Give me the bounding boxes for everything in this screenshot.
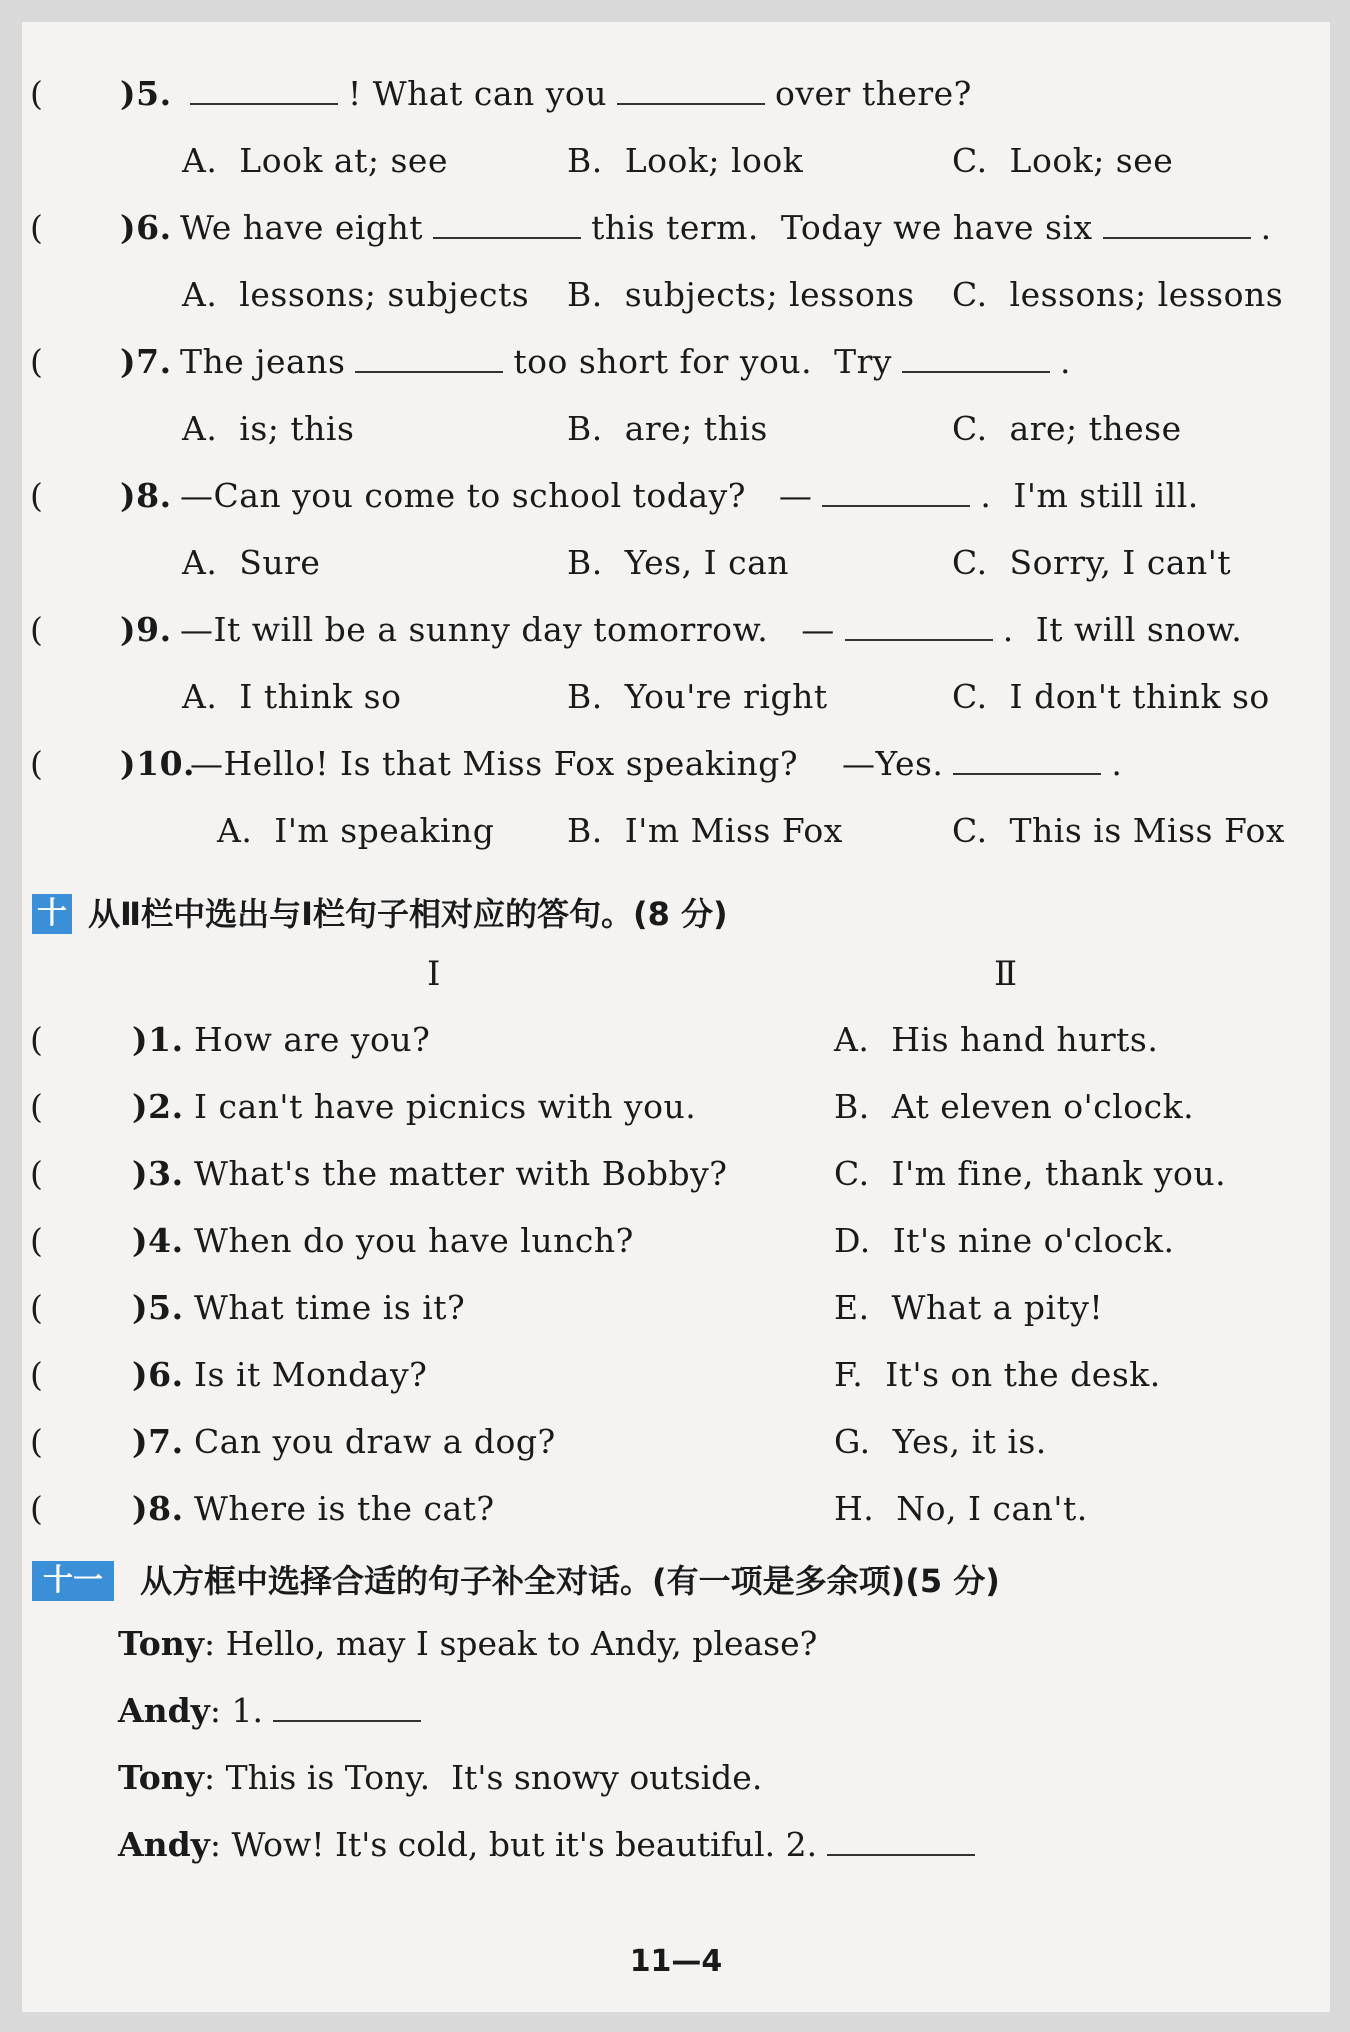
option-a: A. Sure (182, 543, 321, 582)
stem-text: . (1060, 342, 1071, 381)
question-text: I can't have picnics with you. (194, 1087, 697, 1126)
answer-bracket[interactable]: ( (30, 1087, 44, 1126)
dialogue-line: Andy: 1. (118, 1689, 431, 1733)
answer-choice: F. It's on the desk. (834, 1355, 1161, 1394)
option-b: B. subjects; lessons (567, 275, 915, 314)
options-row (22, 273, 1330, 333)
section-10-badge: 十 (32, 894, 72, 934)
option-c: C. lessons; lessons (952, 275, 1284, 314)
stem-text: —It will be a sunny day tomorrow. — (180, 610, 835, 649)
question-number: )10. (120, 744, 196, 783)
answer-bracket[interactable]: ( (30, 1020, 44, 1059)
question-row (22, 206, 1330, 266)
question-stem (190, 742, 1122, 786)
matching-row (22, 1085, 1330, 1145)
question-number: )8. (132, 1489, 184, 1528)
answer-blank[interactable] (827, 1824, 975, 1856)
question-row (22, 474, 1330, 534)
section-11-badge: 十一 (32, 1561, 114, 1601)
stem-text: too short for you. Try (513, 342, 892, 381)
stem-text: over there? (775, 74, 972, 113)
option-b: B. are; this (567, 409, 768, 448)
matching-row (22, 1286, 1330, 1346)
stem-text: The jeans (180, 342, 346, 381)
option-c: C. Sorry, I can't (952, 543, 1232, 582)
answer-choice: C. I'm fine, thank you. (834, 1154, 1227, 1193)
question-text: How are you? (194, 1020, 431, 1059)
stem-text: We have eight (180, 208, 424, 247)
speaker-name: Tony (118, 1758, 204, 1797)
answer-bracket[interactable]: ( (30, 208, 44, 247)
question-stem (180, 340, 1071, 384)
answer-choice: G. Yes, it is. (834, 1422, 1047, 1461)
answer-bracket[interactable]: ( (30, 342, 44, 381)
answer-choice: E. What a pity! (834, 1288, 1104, 1327)
answer-blank[interactable] (355, 341, 503, 373)
speaker-name: Andy (118, 1691, 210, 1730)
stem-text: . I'm still ill. (980, 476, 1199, 515)
question-row (22, 340, 1330, 400)
stem-text: this term. Today we have six (591, 208, 1093, 247)
section-11-title: 从方框中选择合适的句子补全对话。(有一项是多余项)(5 分) (140, 1562, 1000, 1600)
question-text: What's the matter with Bobby? (194, 1154, 728, 1193)
dialogue-text: This is Tony. It's snowy outside. (225, 1758, 763, 1797)
question-number: )5. (132, 1288, 184, 1327)
answer-bracket[interactable]: ( (30, 1288, 44, 1327)
option-c: C. This is Miss Fox (952, 811, 1286, 850)
answer-bracket[interactable]: ( (30, 1489, 44, 1528)
matching-row (22, 1420, 1330, 1480)
speaker-name: Andy (118, 1825, 210, 1864)
question-row (22, 608, 1330, 668)
answer-blank[interactable] (273, 1690, 421, 1722)
question-text: Is it Monday? (194, 1355, 428, 1394)
question-text: Can you draw a dog? (194, 1422, 556, 1461)
question-number: )7. (132, 1422, 184, 1461)
question-number: )5. (120, 74, 172, 113)
stem-text: —Can you come to school today? — (180, 476, 813, 515)
stem-text: . It will snow. (1002, 610, 1243, 649)
option-c: C. Look; see (952, 141, 1174, 180)
question-number: )4. (132, 1221, 184, 1260)
answer-bracket[interactable]: ( (30, 744, 44, 783)
dialogue-line: Tony: This is Tony. It's snowy outside. (118, 1758, 763, 1797)
options-row (22, 541, 1330, 601)
option-a: A. lessons; subjects (182, 275, 530, 314)
answer-bracket[interactable]: ( (30, 476, 44, 515)
section-11-header (32, 1557, 1232, 1605)
question-number: )1. (132, 1020, 184, 1059)
page-number: 11—4 (629, 1944, 723, 1979)
options-row (22, 139, 1330, 199)
question-number: )9. (120, 610, 172, 649)
question-row (22, 72, 1330, 132)
worksheet-page (22, 22, 1330, 2012)
question-number: )7. (120, 342, 172, 381)
answer-bracket[interactable]: ( (30, 610, 44, 649)
answer-blank[interactable] (433, 207, 581, 239)
matching-row (22, 1018, 1330, 1078)
dialogue-line: Tony: Hello, may I speak to Andy, please? (118, 1624, 818, 1663)
stem-text: . (1260, 208, 1272, 247)
question-text: What time is it? (194, 1288, 466, 1327)
answer-bracket[interactable]: ( (30, 1422, 44, 1461)
dialogue-text: 1. (231, 1691, 263, 1730)
question-stem (180, 474, 1199, 518)
question-number: )2. (132, 1087, 184, 1126)
section-10-title: 从Ⅱ栏中选出与Ⅰ栏句子相对应的答句。(8 分) (88, 895, 728, 933)
answer-blank[interactable] (845, 609, 993, 641)
answer-blank[interactable] (190, 73, 338, 105)
answer-bracket[interactable]: ( (30, 1355, 44, 1394)
option-a: A. I think so (182, 677, 402, 716)
answer-bracket[interactable]: ( (30, 1154, 44, 1193)
answer-choice: H. No, I can't. (834, 1489, 1088, 1528)
question-number: )8. (120, 476, 172, 515)
answer-blank[interactable] (902, 341, 1050, 373)
stem-text: . (1111, 744, 1123, 783)
option-b: B. I'm Miss Fox (567, 811, 843, 850)
column-1-heading: Ⅰ (427, 954, 441, 994)
column-2-heading: Ⅱ (994, 954, 1018, 994)
option-c: C. I don't think so (952, 677, 1270, 716)
options-row (22, 809, 1330, 869)
matching-row (22, 1219, 1330, 1279)
option-b: B. You're right (567, 677, 828, 716)
question-stem (180, 72, 972, 116)
answer-blank[interactable] (822, 475, 970, 507)
option-b: B. Yes, I can (567, 543, 790, 582)
answer-choice: A. His hand hurts. (834, 1020, 1159, 1059)
question-stem (180, 206, 1272, 250)
answer-bracket[interactable]: ( (30, 74, 44, 113)
option-a: A. is; this (182, 409, 355, 448)
stem-text: ! What can you (348, 74, 608, 113)
dialogue-line: Andy: Wow! It's cold, but it's beautiful. 2. (118, 1823, 985, 1867)
options-row (22, 675, 1330, 735)
dialogue-text: Hello, may I speak to Andy, please? (225, 1624, 818, 1663)
question-stem (180, 608, 1242, 652)
matching-row (22, 1152, 1330, 1212)
matching-row (22, 1487, 1330, 1547)
matching-row (22, 1353, 1330, 1413)
answer-choice: D. It's nine o'clock. (834, 1221, 1175, 1260)
section-10-header (32, 890, 1132, 938)
option-a: A. Look at; see (182, 141, 448, 180)
speaker-name: Tony (118, 1624, 204, 1663)
question-text: Where is the cat? (194, 1489, 495, 1528)
answer-blank[interactable] (617, 73, 765, 105)
answer-blank[interactable] (953, 743, 1101, 775)
question-number: )6. (120, 208, 172, 247)
stem-text: —Hello! Is that Miss Fox speaking? —Yes. (190, 744, 944, 783)
option-b: B. Look; look (567, 141, 804, 180)
answer-choice: B. At eleven o'clock. (834, 1087, 1195, 1126)
question-row (22, 742, 1330, 802)
option-a: A. I'm speaking (217, 811, 495, 850)
answer-blank[interactable] (1103, 207, 1251, 239)
question-number: )3. (132, 1154, 184, 1193)
answer-bracket[interactable]: ( (30, 1221, 44, 1260)
dialogue-text: Wow! It's cold, but it's beautiful. 2. (231, 1825, 818, 1864)
options-row (22, 407, 1330, 467)
question-text: When do you have lunch? (194, 1221, 634, 1260)
question-number: )6. (132, 1355, 184, 1394)
option-c: C. are; these (952, 409, 1182, 448)
